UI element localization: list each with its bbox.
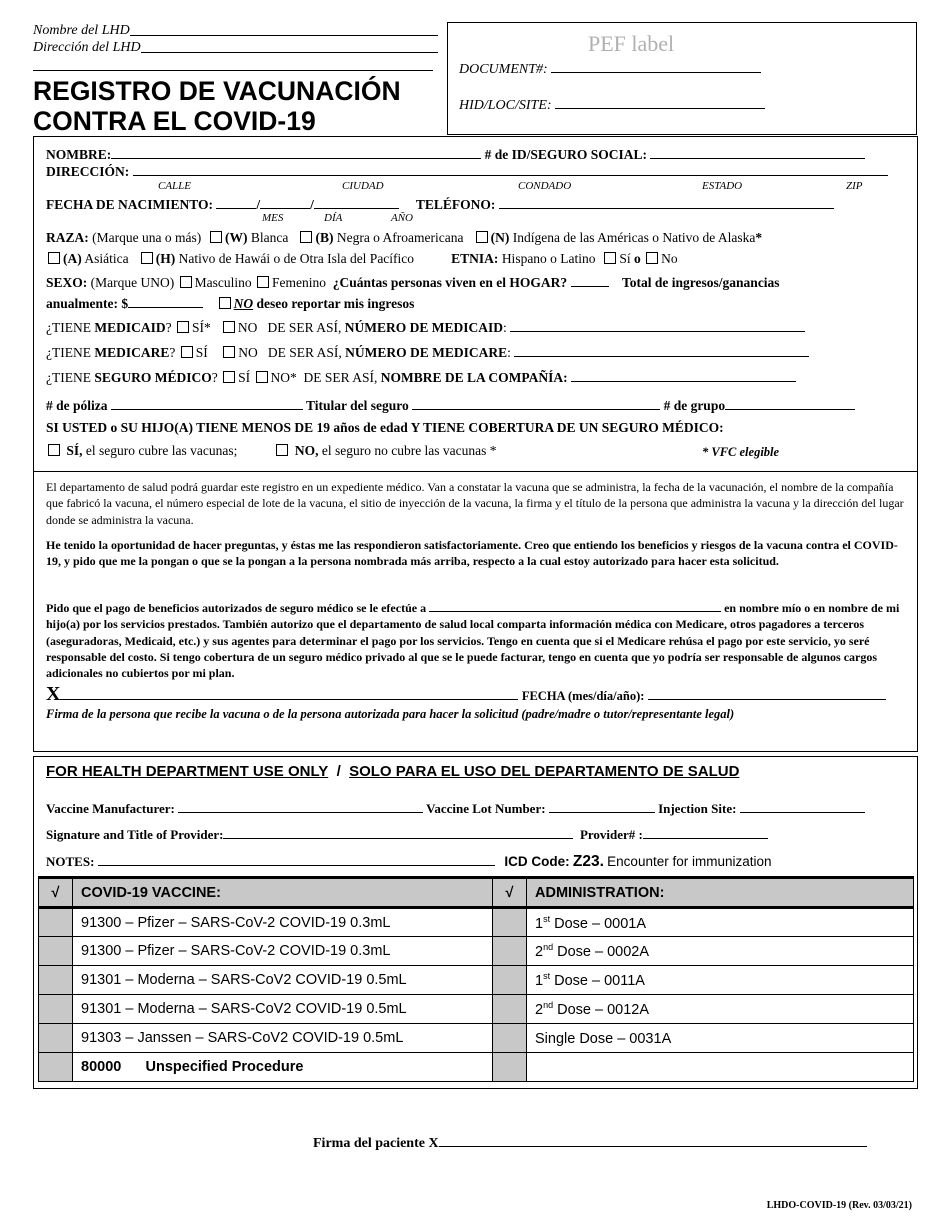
addr-zip-label: ZIP <box>846 180 863 192</box>
table-row <box>39 966 914 995</box>
dose-cell: 2nd Dose – 0012A <box>527 995 914 1024</box>
vaccine-table <box>38 876 914 1082</box>
race-native-checkbox[interactable] <box>476 231 488 243</box>
dose-cell: 1st Dose – 0011A <box>527 966 914 995</box>
under19-heading: SI USTED o SU HIJO(A) TIENE MENOS DE 19 años de edad Y TIENE COBERTURA DE UN SEGURO MÉDICO: <box>46 420 724 435</box>
notes-field[interactable] <box>98 852 495 866</box>
form-code: LHDO-COVID-19 (Rev. 03/03/21) <box>766 1200 912 1211</box>
coverage-no-checkbox[interactable] <box>276 444 288 456</box>
notes-row: NOTES: ICD Code: Z23. Encounter for immunization <box>46 853 772 870</box>
medicare-number-field[interactable] <box>514 343 809 357</box>
signature-field[interactable] <box>60 686 518 700</box>
dose-check-cell[interactable] <box>493 937 527 966</box>
dose-check-cell[interactable] <box>493 908 527 937</box>
insurance-no-checkbox[interactable] <box>256 371 268 383</box>
document-number-line: DOCUMENT#: <box>459 59 761 78</box>
ethnicity-no-checkbox[interactable] <box>646 252 658 264</box>
dob-row: FECHA DE NACIMIENTO: / / TELÉFONO: <box>46 195 834 213</box>
phone-field[interactable] <box>499 195 834 209</box>
medicare-no-checkbox[interactable] <box>223 346 235 358</box>
lhd-address-field[interactable] <box>141 39 438 53</box>
medicaid-number-field[interactable] <box>510 318 805 332</box>
provider-number-field[interactable] <box>643 825 768 839</box>
signature-row: X FECHA (mes/día/año): <box>46 683 886 706</box>
pef-label-box <box>447 22 917 135</box>
vaccine-check-cell[interactable] <box>39 908 73 937</box>
insurance-company-field[interactable] <box>571 368 796 382</box>
dob-anio-label: AÑO <box>391 212 413 224</box>
race-row: RAZA: (Marque una o más) (W) Blanca (B) Negra o Afroamericana (N) Indígena de las Américas o Nativo de Alaska* <box>46 230 763 245</box>
group-number-field[interactable] <box>725 396 855 410</box>
medicaid-row: ¿TIENE MEDICAID? SÍ* NO DE SER ASÍ, NÚMERO DE MEDICAID: <box>46 318 805 336</box>
vaccine-check-cell[interactable] <box>39 937 73 966</box>
medicare-yes-checkbox[interactable] <box>181 346 193 358</box>
addr-calle-label: CALLE <box>158 180 192 192</box>
section-divider <box>34 471 917 472</box>
dose-cell: Single Dose – 0031A <box>527 1024 914 1053</box>
vaccine-check-cell[interactable] <box>39 995 73 1024</box>
health-dept-heading: FOR HEALTH DEPARTMENT USE ONLY / SOLO PARA EL USO DEL DEPARTAMENTO DE SALUD <box>46 763 740 780</box>
sex-row: SEXO: (Marque UNO) Masculino Femenino ¿Cuántas personas viven en el HOGAR? Total de ingresos/ganancias <box>46 275 780 290</box>
consent-paragraph-3: Pido que el pago de beneficios autorizados de seguro médico se le efectúe a en nombre mío o en nombre de mi hijo(a) por los servicios prestados. También autorizo que el departamento de salud local comparta información médica con Medicare, otros pagadores a terceros (aseguradoras, Medicaid, etc.) y sus agentes para determinar el pago por los servicios. Tengo en cuenta que si el Medicare rehúsa el pago por este servicio, yo seré responsable del costo. Si tengo cobertura de un seguro médico privado al que se le puede facturar, tengo en cuenta que yo podría ser responsable de algunos cargos adicionales no cubiertos por mi plan. <box>46 601 900 681</box>
page-title: REGISTRO DE VACUNACIÓN CONTRA EL COVID-19 <box>33 76 401 136</box>
policy-holder-field[interactable] <box>412 396 660 410</box>
dob-month-field[interactable] <box>216 195 256 209</box>
patient-signature-field[interactable] <box>439 1133 867 1147</box>
insurance-yes-checkbox[interactable] <box>223 371 235 383</box>
policy-number-field[interactable] <box>111 396 303 410</box>
race-row-2: (A) Asiática (H) Nativo de Hawái o de Otra Isla del Pacífico ETNIA: Hispano o Latino Sí o No <box>46 251 678 267</box>
income-field[interactable] <box>128 294 203 308</box>
name-field[interactable] <box>111 145 481 159</box>
table-row <box>39 1053 914 1082</box>
document-number-field[interactable] <box>551 59 761 73</box>
vaccine-column-header: COVID-19 VACCINE: <box>73 878 493 908</box>
table-row <box>39 908 914 937</box>
medicaid-yes-checkbox[interactable] <box>177 321 189 333</box>
race-white-checkbox[interactable] <box>210 231 222 243</box>
policy-row: # de póliza Titular del seguro # de grupo <box>46 396 855 414</box>
race-hawaiian-checkbox[interactable] <box>141 252 153 264</box>
dose-cell: 1st Dose – 0001A <box>527 908 914 937</box>
address-field[interactable] <box>133 162 888 176</box>
hid-loc-site-line: HID/LOC/SITE: <box>459 95 765 114</box>
coverage-row: SÍ, el seguro cubre las vacunas; NO, el seguro no cubre las vacunas * * VFC elegible <box>46 443 906 459</box>
table-row <box>39 937 914 966</box>
addr-condado-label: CONDADO <box>518 180 572 192</box>
addr-estado-label: ESTADO <box>702 180 743 192</box>
vaccine-cell: 91301 – Moderna – SARS-CoV2 COVID-19 0.5mL <box>73 966 493 995</box>
lot-number-field[interactable] <box>549 799 655 813</box>
vaccine-cell: 91301 – Moderna – SARS-CoV2 COVID-19 0.5mL <box>73 995 493 1024</box>
dose-check-cell[interactable] <box>493 995 527 1024</box>
dose-check-cell[interactable] <box>493 1024 527 1053</box>
consent-paragraph-2: He tenido la oportunidad de hacer preguntas, y éstas me las respondieron satisfactoriamente. Creo que entiendo los beneficios y riesgos de la vacuna contra el COVID-19, y pido que me la pongan o que se la pongan a la persona nombrada más arriba, respecto a la cual estoy autorizado para hacer esta solicitud. <box>46 538 898 569</box>
vaccine-cell: 91303 – Janssen – SARS-CoV2 COVID-19 0.5mL <box>73 1024 493 1053</box>
table-row <box>39 1024 914 1053</box>
sex-female-checkbox[interactable] <box>257 276 269 288</box>
registration-form <box>33 136 918 752</box>
coverage-yes-checkbox[interactable] <box>48 444 60 456</box>
check-column-header: √ <box>39 878 73 908</box>
dob-year-field[interactable] <box>314 195 399 209</box>
health-department-section <box>33 756 918 1089</box>
race-asian-checkbox[interactable] <box>48 252 60 264</box>
vaccine-table-header <box>39 878 914 908</box>
administration-column-header: ADMINISTRATION: <box>527 878 914 908</box>
provider-signature-field[interactable] <box>223 825 573 839</box>
lhd-address-label: Dirección del LHD <box>33 40 141 55</box>
race-black-checkbox[interactable] <box>300 231 312 243</box>
lhd-name-label: Nombre del LHD <box>33 23 130 38</box>
signature-note: Firma de la persona que recibe la vacuna o de la persona autorizada para hacer la solicitud (padre/madre o tutor/representante legal) <box>46 707 735 721</box>
vaccine-info-row: Vaccine Manufacturer: Vaccine Lot Number: Injection Site: <box>46 799 865 817</box>
household-count-field[interactable] <box>571 273 609 287</box>
header-rule <box>33 70 433 71</box>
dose-check-cell[interactable] <box>493 1053 527 1082</box>
check-column-header: √ <box>493 878 527 908</box>
dose-cell: 2nd Dose – 0002A <box>527 937 914 966</box>
dob-day-field[interactable] <box>260 195 310 209</box>
dob-mes-label: MES <box>262 212 284 224</box>
dose-cell <box>527 1053 914 1082</box>
dob-dia-label: DÍA <box>324 212 343 224</box>
table-row <box>39 995 914 1024</box>
name-row: NOMBRE: # de ID/SEGURO SOCIAL: <box>46 145 865 163</box>
pef-label: PEF label <box>588 31 675 56</box>
manufacturer-field[interactable] <box>178 799 423 813</box>
no-report-income-checkbox[interactable] <box>219 297 231 309</box>
income-row: anualmente: $ NO deseo reportar mis ingresos <box>46 296 415 311</box>
injection-site-field[interactable] <box>740 799 865 813</box>
signature-date-field[interactable] <box>648 686 886 700</box>
vfc-note: * VFC elegible <box>702 445 780 459</box>
vaccine-check-cell[interactable] <box>39 1053 73 1082</box>
ethnicity-yes-checkbox[interactable] <box>604 252 616 264</box>
consent-paragraph-1: El departamento de salud podrá guardar este registro en un expediente médico. Van a constatar la vacuna que se administra, la fecha de la vacunación, el nombre de la compañía que fabricó la vacuna, el número especial de lote de la vacuna, el sitio de inyección de la vacuna, la firma y el título de la persona que administra la vacuna y la dirección del lugar donde se administra la vacuna. <box>46 480 904 527</box>
patient-signature-row: Firma del paciente X <box>313 1133 867 1152</box>
addr-ciudad-label: CIUDAD <box>342 180 384 192</box>
medicare-row: ¿TIENE MEDICARE? SÍ NO DE SER ASÍ, NÚMERO DE MEDICARE: <box>46 343 809 361</box>
unspecified-cell: 80000 Unspecified Procedure <box>73 1053 493 1082</box>
lhd-info <box>33 22 438 71</box>
vaccine-check-cell[interactable] <box>39 1024 73 1053</box>
address-row: DIRECCIÓN: <box>46 162 888 180</box>
dose-check-cell[interactable] <box>493 966 527 995</box>
vaccine-check-cell[interactable] <box>39 966 73 995</box>
vaccine-cell: 91300 – Pfizer – SARS-CoV-2 COVID-19 0.3mL <box>73 937 493 966</box>
sex-male-checkbox[interactable] <box>180 276 192 288</box>
hid-loc-site-field[interactable] <box>555 95 765 109</box>
lhd-name-field[interactable] <box>130 22 438 36</box>
id-ss-field[interactable] <box>650 145 865 159</box>
medicaid-no-checkbox[interactable] <box>223 321 235 333</box>
provider-row: Signature and Title of Provider: Provider# : <box>46 825 768 843</box>
vaccine-cell: 91300 – Pfizer – SARS-CoV-2 COVID-19 0.3mL <box>73 908 493 937</box>
payee-field[interactable] <box>429 601 721 612</box>
insurance-row: ¿TIENE SEGURO MÉDICO? SÍ NO* DE SER ASÍ, NOMBRE DE LA COMPAÑÍA: <box>46 368 796 386</box>
